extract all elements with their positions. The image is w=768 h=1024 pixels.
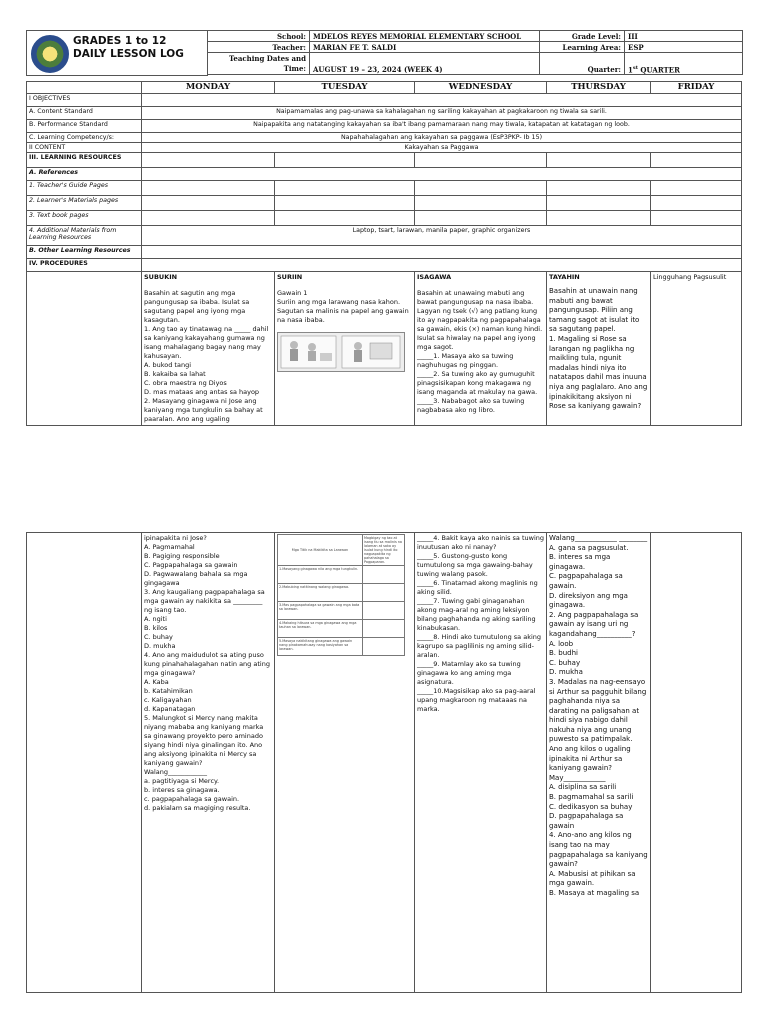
day-thursday: THURSDAY: [547, 82, 651, 94]
lesson-log-table: [26, 81, 742, 426]
content-label: II CONTENT: [27, 143, 142, 153]
children-working-picture-icon: [278, 333, 404, 371]
monday-text: Basahin at sagutin ang mga pangungusap sa ibaba. Isulat sa sagutang papel ang iyong mga kasagutan. 1. Ang tao ay tinatawag na _____ dahil sa kaniyang kakayahang gumawa ng isang mahalagang bagay nang may kahusayan. A. bukod tangi B. kakaiba sa lahat C. obra maestra ng Diyos D. mas mataas ang antas sa hayop 2. Masayang ginagawa ni Jose ang kaniyang mga tungkulin sa bahay at paaralan. Ano ang ugaling: [144, 289, 269, 423]
tuesday-procedure-continued: [275, 533, 415, 993]
header-info-table: [207, 30, 743, 75]
references-label: A. References: [27, 168, 142, 181]
additional-materials-label: 4. Additional Materials from Learning Resources: [27, 226, 142, 246]
wednesday-procedure: [415, 272, 547, 426]
grade-label: Grade Level:: [540, 31, 625, 42]
teacher-value: MARIAN FE T. SALDI: [310, 42, 540, 53]
competency: Napahahalagahan ang kakayahan sa paggawa (EsP3PKP- Ib 15): [142, 133, 742, 143]
quarter-label: Quarter:: [540, 53, 625, 75]
corner-cell: [27, 82, 142, 94]
activity-picture: [277, 332, 405, 372]
area-label: Learning Area:: [540, 42, 625, 53]
school-value: MDELOS REYES MEMORIAL ELEMENTARY SCHOOL: [310, 31, 540, 42]
thursday-procedure: [547, 272, 651, 426]
area-value: ESP: [625, 42, 743, 53]
competency-label: C. Learning Competency/s:: [27, 133, 142, 143]
title-line-2: DAILY LESSON LOG: [73, 48, 184, 60]
monday-procedure-continued: [142, 533, 275, 993]
title-line-1: GRADES 1 to 12: [73, 35, 167, 47]
lesson-log-table-continued: [26, 532, 742, 993]
wednesday-text-continued: _____4. Bakit kaya ako nainis sa tuwing inuutusan ako ni nanay? _____5. Gustong-gusto kong tumutulong sa mga gawaing-bahay tuwing walang pasok. _____6. Tinatamad akong maglinis ng aking silid. _____7. Tuwing gabi ginaganahan akong mag-aral ng aming leksiyon bilang paghahanda ng aking sariling kinabukasan. _____8. Hindi ako tumutulong sa aking kagrupo sa paglilinis ng aming silid-aralan. _____9. Matamlay ako sa tuwing ginagawa ko ang aming mga asignatura. _____10.Magsisikap ako sa pag-aaral upang magkaroon ng mataaas na marka.: [417, 534, 544, 713]
quarter-sup: st: [632, 64, 638, 71]
school-label: School:: [208, 31, 310, 42]
thursday-heading: TAYAHIN: [549, 273, 580, 281]
tuesday-heading: SURIIN: [277, 273, 303, 281]
performance-standard-label: B. Performance Standard: [27, 120, 142, 133]
thursday-text: Basahin at unawain nang mabuti ang bawat pangungusap. Piliin ang tamang sagot at isulat ito sa sagutang papel. 1. Magaling si Rose sa larangan ng paglikha ng maikling tula, ngunit madalas hindi niya ito natatapos dahil mas inuuna niya ang paglalaro. Ano ang ipinakikitang aksiyon ni Rose sa kaniyang gawain?: [549, 287, 648, 411]
textbook-label: 3. Text book pages: [27, 211, 142, 226]
objectives-label: I OBJECTIVES: [27, 94, 142, 107]
worksheet-row: 1.Masayang ginagawa nila ang mga tungkulin.: [278, 566, 363, 584]
monday-text-continued: ipinapakita ni Jose? A. Pagmamahal B. Pagiging responsible C. Pagpapahalaga sa gawain D. Pagwawalang bahala sa mga gingagawa 3. Ang kaugaliang pagpapahalaga sa mga gawain ay nakikita sa _________ ng isang tao. A. ngiti B. kilos C. buhay D. mukha 4. Ano ang maidudulot sa ating puso kung pinahahalagahan natin ang ating mga ginagawa? A. Kaba b. Katahimikan c. Kaligayahan d. Kapanatagan 5. Malungkot si Mercy nang makita niyang mababa ang kaniyang marka sa ginawang proyekto pero aminado siyang hindi niya ginalingan ito. Ano ang aksiyong ipinakita ni Mercy sa kaniyang gawain? Walang____________ a. pagtitiyaga si Mercy. b. interes sa ginagawa. c. pagpapahalaga sa gawain. d. pakialam sa magiging resulta.: [144, 534, 270, 812]
page-1: [0, 0, 768, 480]
dates-label-line2: Time:: [283, 63, 306, 73]
worksheet-head-right: Magbigay ng tao at isang tiu sa malinis na lalaman at saka ay isulat kung hindi ito nagpapakita ng pahahalaga sa Pagpaparan.: [363, 535, 405, 566]
wednesday-text: Basahin at unawaing mabuti ang bawat pangungusap na nasa ibaba. Lagyan ng tsek (√) ang patlang kung ito ay nagpapakita ng pagpapahalaga sa gawain, ekis (×) naman kung hindi. Isulat sa hiwalay na papel ang iyong mga sagot. _____1. Masaya ako sa tuwing naghuhugas ng pinggan. _____2. Sa tuwing ako ay gumuguhit pinagsisikapan kong makagawa ng isang maganda at makulay na gawa. _____3. Nababagot ako sa tuwing nagbabasa ako ng libro.: [417, 289, 543, 414]
friday-procedure: [651, 272, 742, 426]
worksheet-head-left: Mga Titik na Makikita sa Larawan: [278, 535, 363, 566]
page-2: [0, 512, 768, 1024]
resources-label: III. LEARNING RESOURCES: [27, 153, 142, 168]
day-tuesday: TUESDAY: [275, 82, 415, 94]
wednesday-procedure-continued: [415, 533, 547, 993]
quarter-text: QUARTER: [638, 65, 680, 74]
tuesday-text: Gawain 1 Suriin ang mga larawang nasa kahon. Sagutan sa malinis na papel ang gawain na nasa ibaba.: [277, 289, 409, 324]
page-gap: [0, 480, 768, 512]
monday-heading: SUBUKIN: [144, 273, 178, 281]
content-standard-label: A. Content Standard: [27, 107, 142, 120]
tuesday-worksheet-table: [277, 534, 405, 656]
content-standard: Naipamamalas ang pag-unawa sa kahalagahan ng sariling kakayahan at pagkakaroon ng tiwala sa sarili.: [142, 107, 742, 120]
thursday-text-continued: Walang____________ ________ A. gana sa pagsusulat. B. interes sa mga ginagawa. C. pagpapahalaga sa gawain. D. direksiyon ang mga ginagawa. 2. Ang pagpapahalaga sa gawain ay isang uri ng kagandahang__________? A. loob B. budhi C. buhay D. mukha 3. Madalas na nag-eensayo si Arthur sa pagguhit bilang paghahanda niya sa darating na paligsahan at hindi siya nabigo dahil nakuha niya ang unang puwesto sa patimpalak. Ano ang kilos o ugaling ipinakita ni Arthur sa kaniyang gawain? May____________ A. disiplina sa sarili B. pagmamahal sa sarili C. dedikasyon sa buhay D. pagpapahalaga sa gawain 4. Ano-ano ang kilos ng isang tao na may pagpapahalaga sa kaniyang gawain? A. Mabusisi at pihikan sa mga gawain. B. Masaya at magaling sa: [549, 534, 648, 897]
worksheet-row: 5.Masaya nakikitang ginagawa ang gawain nang pinakamahusay nang kasiyahan sa larawan.: [278, 638, 363, 656]
day-wednesday: WEDNESDAY: [415, 82, 547, 94]
monday-procedure: [142, 272, 275, 426]
content: Kakayahan sa Paggawa: [142, 143, 742, 153]
worksheet-row: 2.Mabubing natitinang walang ginagawa.: [278, 584, 363, 602]
worksheet-row: 3.Mas pagpapahalaga sa gawain ang mga bata sa larawan.: [278, 602, 363, 620]
tuesday-procedure: [275, 272, 415, 426]
quarter-num: 1: [628, 65, 633, 74]
dates-value: AUGUST 19 – 23, 2024 (WEEK 4): [310, 53, 540, 75]
dates-label-line1: Teaching Dates and: [228, 53, 306, 63]
worksheet-row: 4.Makaing hitsura sa mga ginagawa ang mga tauhan sa larawan.: [278, 620, 363, 638]
other-resources-label: B. Other Learning Resources: [27, 246, 142, 259]
performance-standard: Naipapakita ang natatanging kakayahan sa iba't ibang pamamaraan nang may tiwala, katapatan at katatagan ng loob.: [142, 120, 742, 133]
teachers-guide-label: 1. Teacher's Guide Pages: [27, 181, 142, 196]
procedures-label: IV. PROCEDURES: [27, 259, 142, 272]
dates-label: [208, 53, 310, 75]
quarter-value: [625, 53, 743, 75]
grade-value: III: [625, 31, 743, 42]
teacher-label: Teacher:: [208, 42, 310, 53]
day-monday: MONDAY: [142, 82, 275, 94]
thursday-procedure-continued: [547, 533, 651, 993]
deped-seal-icon: [31, 35, 69, 73]
friday-heading: Lingguhang Pagsusulit: [653, 273, 727, 281]
learners-materials-label: 2. Learner's Materials pages: [27, 196, 142, 211]
wednesday-heading: ISAGAWA: [417, 273, 452, 281]
day-friday: FRIDAY: [651, 82, 742, 94]
friday-procedure-continued: [651, 533, 742, 993]
additional-materials: Laptop, tsart, larawan, manila paper, graphic organizers: [142, 226, 742, 246]
header-logo-block: [26, 30, 208, 76]
